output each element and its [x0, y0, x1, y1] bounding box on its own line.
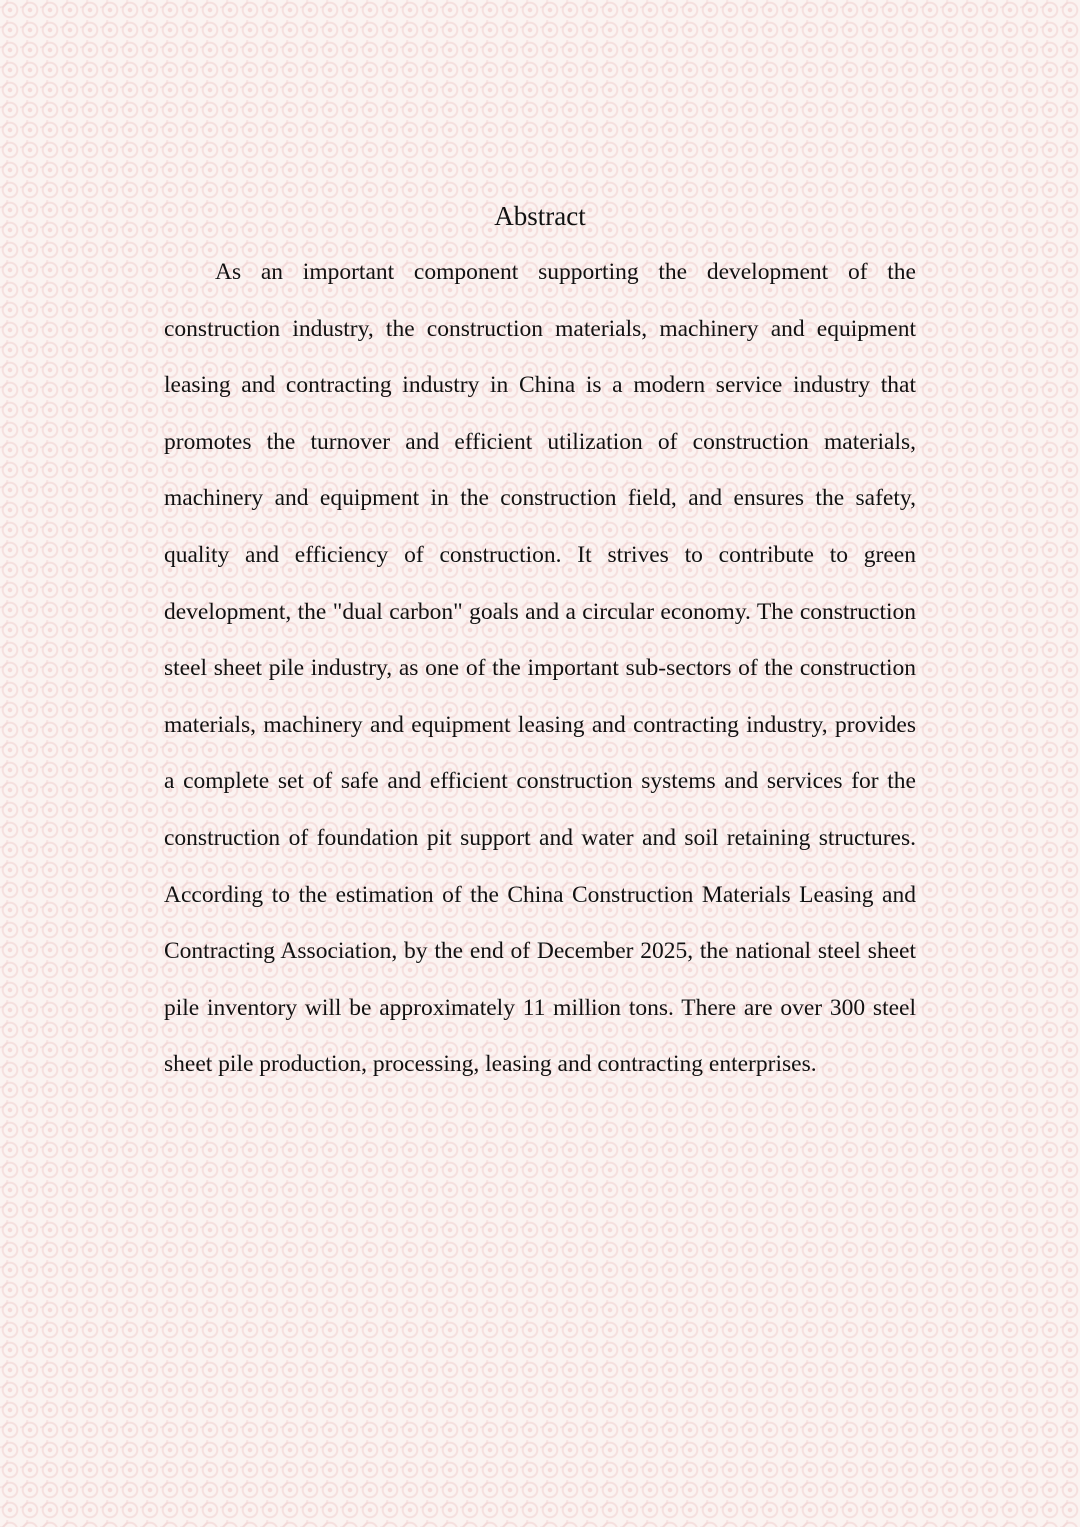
abstract-heading: Abstract: [494, 201, 586, 231]
abstract-paragraph: As an important component supporting the development of the construction industry, the construction materials, machinery and equipment leasing and contracting industry in China is a modern service industry that promotes the turnover and efficient utilization of construction materials, machinery and equipment in the construction field, and ensures the safety, quality and efficiency of construction. It strives to contribute to green development, the "dual carbon" goals and a circular economy. The construction steel sheet pile industry, as one of the important sub-sectors of the construction materials, machinery and equipment leasing and contracting industry, provides a complete set of safe and efficient construction systems and services for the construction of foundation pit support and water and soil retaining structures. According to the estimation of the China Construction Materials Leasing and Contracting Association, by the end of December 2025, the national steel sheet pile inventory will be approximately 11 million tons. There are over 300 steel sheet pile production, processing, leasing and contracting enterprises.: [164, 259, 916, 1078]
